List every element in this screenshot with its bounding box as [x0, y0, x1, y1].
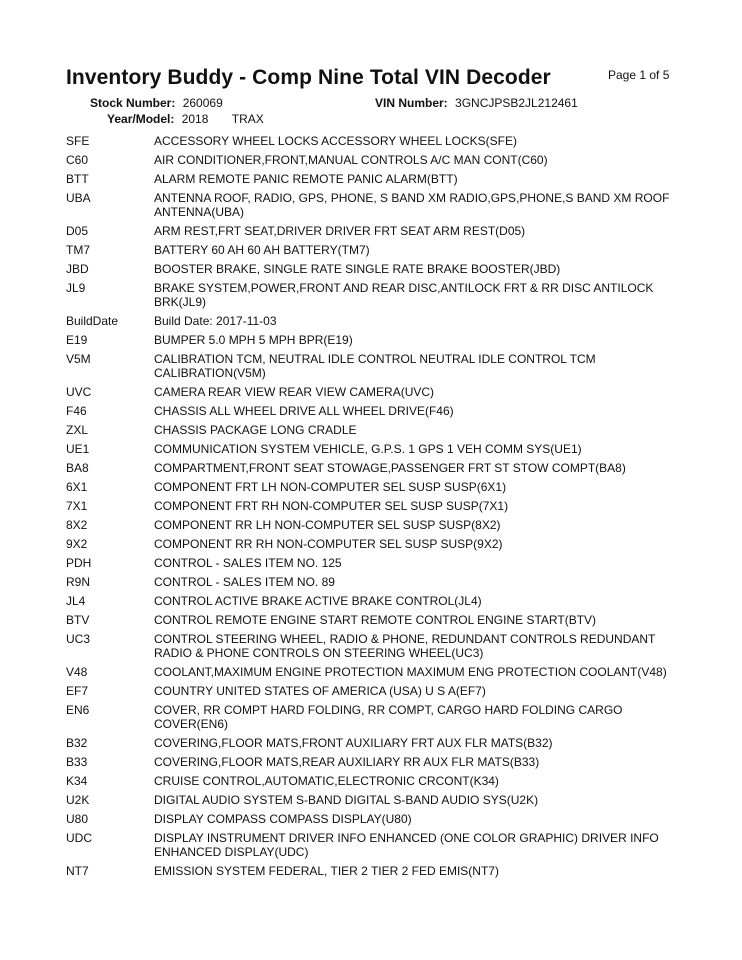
option-description: AIR CONDITIONER,FRONT,MANUAL CONTROLS A/C MAN CONT(C60): [154, 153, 548, 167]
option-description: BRAKE SYSTEM,POWER,FRONT AND REAR DISC,ANTILOCK FRT & RR DISC ANTILOCK BRK(JL9): [154, 281, 654, 309]
option-row: [66, 864, 686, 878]
option-code: V5M: [66, 352, 91, 366]
option-description: COMPARTMENT,FRONT SEAT STOWAGE,PASSENGER FRT ST STOW COMPT(BA8): [154, 461, 626, 475]
option-code: UDC: [66, 831, 92, 845]
option-code: BTV: [66, 613, 90, 627]
option-code: V48: [66, 665, 88, 679]
option-code: UE1: [66, 442, 90, 456]
option-row: [66, 314, 686, 328]
option-code: K34: [66, 774, 88, 788]
option-row: [66, 352, 686, 380]
option-row: [66, 518, 686, 532]
option-row: [66, 333, 686, 347]
option-code: UBA: [66, 191, 91, 205]
option-description: DISPLAY INSTRUMENT DRIVER INFO ENHANCED (ONE COLOR GRAPHIC) DRIVER INFO ENHANCED DISPLAY(UDC): [154, 831, 659, 859]
option-description: COMMUNICATION SYSTEM VEHICLE, G.P.S. 1 GPS 1 VEH COMM SYS(UE1): [154, 442, 582, 456]
option-row: [66, 537, 686, 551]
option-code: E19: [66, 333, 88, 347]
vin-number-value: 3GNCJPSB2JL212461: [455, 96, 578, 110]
option-row: [66, 442, 686, 456]
option-description: CAMERA REAR VIEW REAR VIEW CAMERA(UVC): [154, 385, 435, 399]
stock-number-value: 260069: [182, 96, 223, 110]
year-model-field: [107, 112, 264, 126]
option-description: ARM REST,FRT SEAT,DRIVER DRIVER FRT SEAT ARM REST(D05): [154, 224, 526, 238]
option-code: 9X2: [66, 537, 88, 551]
option-row: [66, 191, 686, 219]
option-row: [66, 755, 686, 769]
option-code-list: [66, 134, 686, 883]
option-code: JL9: [66, 281, 86, 295]
option-row: [66, 480, 686, 494]
option-description: CONTROL REMOTE ENGINE START REMOTE CONTROL ENGINE START(BTV): [154, 613, 597, 627]
page-number: Page 1 of 5: [608, 68, 670, 82]
option-code: JBD: [66, 262, 89, 276]
option-row: [66, 153, 686, 167]
option-description: ANTENNA ROOF, RADIO, GPS, PHONE, S BAND XM RADIO,GPS,PHONE,S BAND XM ROOF ANTENNA(UBA): [154, 191, 670, 219]
vin-number-field: [375, 96, 578, 110]
option-code: 8X2: [66, 518, 88, 532]
option-row: [66, 703, 686, 731]
option-row: [66, 793, 686, 807]
option-code: JL4: [66, 594, 86, 608]
option-row: [66, 594, 686, 608]
option-row: [66, 423, 686, 437]
option-description: COUNTRY UNITED STATES OF AMERICA (USA) U S A(EF7): [154, 684, 486, 698]
option-description: COMPONENT RR RH NON-COMPUTER SEL SUSP SUSP(9X2): [154, 537, 503, 551]
stock-number-field: [90, 96, 223, 110]
option-row: [66, 134, 686, 148]
option-row: [66, 224, 686, 238]
option-description: DISPLAY COMPASS COMPASS DISPLAY(U80): [154, 812, 412, 826]
option-row: [66, 262, 686, 276]
option-row: [66, 385, 686, 399]
option-code: R9N: [66, 575, 91, 589]
option-description: CONTROL - SALES ITEM NO. 125: [154, 556, 342, 570]
option-description: CONTROL ACTIVE BRAKE ACTIVE BRAKE CONTROL(JL4): [154, 594, 482, 608]
year-value: 2018: [181, 112, 209, 126]
option-description: COVERING,FLOOR MATS,FRONT AUXILIARY FRT AUX FLR MATS(B32): [154, 736, 553, 750]
option-code: B33: [66, 755, 88, 769]
year-model-label: Year/Model:: [107, 112, 175, 126]
option-description: COMPONENT FRT LH NON-COMPUTER SEL SUSP SUSP(6X1): [154, 480, 507, 494]
option-description: CONTROL STEERING WHEEL, RADIO & PHONE, REDUNDANT CONTROLS REDUNDANT RADIO & PHONE CONTROLS ON STEERING WHEEL(UC3): [154, 632, 656, 660]
option-code: UVC: [66, 385, 92, 399]
option-row: [66, 499, 686, 513]
option-row: [66, 556, 686, 570]
option-code: 6X1: [66, 480, 88, 494]
option-description: CRUISE CONTROL,AUTOMATIC,ELECTRONIC CRCONT(K34): [154, 774, 499, 788]
option-code: 7X1: [66, 499, 88, 513]
option-description: COVERING,FLOOR MATS,REAR AUXILIARY RR AUX FLR MATS(B33): [154, 755, 540, 769]
option-description: COMPONENT FRT RH NON-COMPUTER SEL SUSP SUSP(7X1): [154, 499, 509, 513]
option-description: COVER, RR COMPT HARD FOLDING, RR COMPT, CARGO HARD FOLDING CARGO COVER(EN6): [154, 703, 623, 731]
model-value: TRAX: [231, 112, 264, 126]
option-description: COMPONENT RR LH NON-COMPUTER SEL SUSP SUSP(8X2): [154, 518, 501, 532]
vin-number-label: VIN Number:: [375, 96, 448, 110]
option-code: U80: [66, 812, 89, 826]
page-title: Inventory Buddy - Comp Nine Total VIN Decoder: [66, 66, 551, 89]
option-row: [66, 461, 686, 475]
option-description: DIGITAL AUDIO SYSTEM S-BAND DIGITAL S-BAND AUDIO SYS(U2K): [154, 793, 539, 807]
option-description: COOLANT,MAXIMUM ENGINE PROTECTION MAXIMUM ENG PROTECTION COOLANT(V48): [154, 665, 667, 679]
option-code: UC3: [66, 632, 91, 646]
option-code: BTT: [66, 172, 89, 186]
option-row: [66, 281, 686, 309]
option-code: PDH: [66, 556, 92, 570]
option-description: CHASSIS PACKAGE LONG CRADLE: [154, 423, 357, 437]
option-description: BATTERY 60 AH 60 AH BATTERY(TM7): [154, 243, 370, 257]
option-row: [66, 736, 686, 750]
option-description: CONTROL - SALES ITEM NO. 89: [154, 575, 335, 589]
option-code: SFE: [66, 134, 90, 148]
option-description: BUMPER 5.0 MPH 5 MPH BPR(E19): [154, 333, 353, 347]
option-row: [66, 812, 686, 826]
option-code: EF7: [66, 684, 89, 698]
option-code: B32: [66, 736, 88, 750]
option-code: EN6: [66, 703, 90, 717]
option-row: [66, 575, 686, 589]
option-code: NT7: [66, 864, 89, 878]
option-code: C60: [66, 153, 89, 167]
stock-number-label: Stock Number:: [90, 96, 176, 110]
option-code: D05: [66, 224, 89, 238]
option-row: [66, 243, 686, 257]
option-row: [66, 404, 686, 418]
option-code: BA8: [66, 461, 89, 475]
option-code: U2K: [66, 793, 90, 807]
option-description: ALARM REMOTE PANIC REMOTE PANIC ALARM(BTT): [154, 172, 458, 186]
option-row: [66, 665, 686, 679]
option-row: [66, 831, 686, 859]
option-row: [66, 774, 686, 788]
option-description: ACCESSORY WHEEL LOCKS ACCESSORY WHEEL LOCKS(SFE): [154, 134, 517, 148]
option-code: F46: [66, 404, 87, 418]
option-code: ZXL: [66, 423, 89, 437]
option-code: TM7: [66, 243, 90, 257]
option-row: [66, 632, 686, 660]
option-row: [66, 684, 686, 698]
option-description: CALIBRATION TCM, NEUTRAL IDLE CONTROL NEUTRAL IDLE CONTROL TCM CALIBRATION(V5M): [154, 352, 596, 380]
option-row: [66, 172, 686, 186]
option-description: EMISSION SYSTEM FEDERAL, TIER 2 TIER 2 FED EMIS(NT7): [154, 864, 499, 878]
option-row: [66, 613, 686, 627]
option-description: BOOSTER BRAKE, SINGLE RATE SINGLE RATE BRAKE BOOSTER(JBD): [154, 262, 561, 276]
option-description: CHASSIS ALL WHEEL DRIVE ALL WHEEL DRIVE(F46): [154, 404, 454, 418]
option-description: Build Date: 2017-11-03: [154, 314, 277, 328]
option-code: BuildDate: [66, 314, 119, 328]
